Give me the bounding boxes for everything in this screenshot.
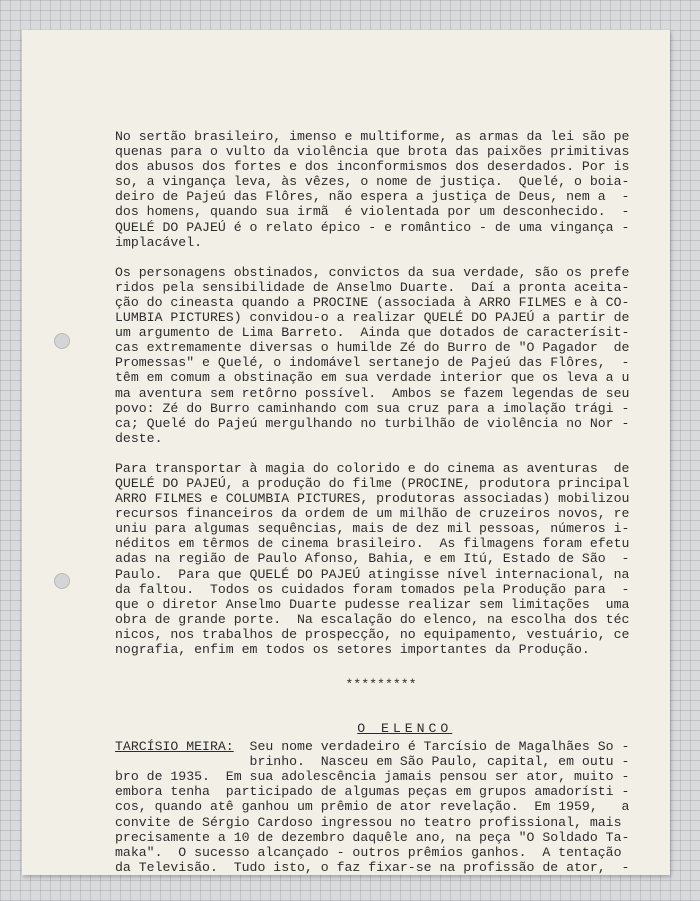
- cast-heading: [115, 706, 647, 737]
- text-line: Os personagens obstinados, convictos da sua verdade, são os prefe: [115, 264, 630, 280]
- paragraph-1: [115, 129, 647, 250]
- binder-hole-bottom: [54, 573, 70, 589]
- text-line: adas na região de Paulo Afonso, Bahia, e em Itú, Estado de São -: [115, 551, 630, 567]
- text-line: ARRO FILMES e COLUMBIA PICTURES, produtoras associadas) mobilizou: [115, 491, 630, 507]
- cast-first-line-text: Seu nome verdadeiro é Tarcísio de Magalhães So -: [233, 739, 630, 755]
- cast-member-name: TARCÍSIO MEIRA:: [115, 739, 234, 755]
- text-line: QUELÉ DO PAJEÚ é o relato épico - e romântico - de uma vingança -: [115, 219, 630, 235]
- binder-hole-top: [54, 333, 70, 349]
- text-line: ma aventura sem retôrno possível. Ambos se fazem legendas de seu: [115, 385, 630, 401]
- text-line: embora tenha participado de algumas peças em grupos amadorísti -: [115, 784, 630, 800]
- text-line: têm em comum a obstinação em sua verdade interior que os leva a u: [115, 370, 630, 386]
- paragraph-3: [115, 461, 647, 657]
- text-line: Paulo. Para que QUELÉ DO PAJEÚ atingisse nível internacional, na: [115, 566, 630, 582]
- text-line: bro de 1935. Em sua adolescência jamais pensou ser ator, muito -: [115, 769, 630, 785]
- text-line: nografia, enfim em todos os setores importantes da Produção.: [115, 642, 590, 657]
- text-line: dos homens, quando sua irmã é violentada por um desconhecido. -: [115, 204, 630, 220]
- text-line: ção do cineasta quando a PROCINE (associada à ARRO FILMES e à CO-: [115, 294, 630, 310]
- text-line: QUELÉ DO PAJEÚ, a produção do filme (PROCINE, produtora principal: [115, 475, 630, 491]
- text-line: No sertão brasileiro, imenso e multiforme, as armas da lei são pe: [115, 129, 630, 144]
- paragraph-2: [115, 265, 647, 446]
- text-line: cos, quando atê ganhou um prêmio de ator revelação. Em 1959, a: [115, 799, 630, 815]
- cast-heading-text: O ELENCO: [357, 721, 453, 737]
- text-line: convite de Sérgio Cardoso ingressou no teatro profissional, mais: [115, 814, 622, 830]
- page-content: [115, 129, 647, 875]
- text-line: precisamente a 10 de dezembro daquêle ano, na peça "O Soldado Ta-: [115, 829, 630, 845]
- text-line: que o diretor Anselmo Duarte pudesse realizar sem limitações uma: [115, 596, 630, 612]
- text-line: deiro de Pajeú das Flôres, não espera a justiça de Deus, nem a -: [115, 189, 630, 205]
- typewritten-page: [22, 30, 670, 875]
- text-line: ca; Quelé do Pajeú mergulhando no turbilhão de violência no Nor -: [115, 415, 630, 431]
- text-line: ridos pela sensibilidade de Anselmo Duarte. Daí a pronta aceita-: [115, 279, 630, 295]
- cast-entry: [115, 739, 647, 875]
- text-line: Para transportar à magia do colorido e do cinema as aventuras de: [115, 460, 630, 476]
- text-line: LUMBIA PICTURES) convidou-o a realizar QUELÉ DO PAJEÚ a partir de: [115, 310, 630, 326]
- cast-first-line: [115, 739, 647, 754]
- text-line: Promessas" e Quelé, o indomável sertanejo de Pajeú das Flôres, -: [115, 355, 630, 371]
- text-line: nicos, nos trabalhos de prospecção, no equipamento, vestuário, ce: [115, 626, 630, 642]
- text-line: da Televisão. Tudo isto, o faz fixar-se na profissão de ator, -: [115, 859, 630, 875]
- text-line: povo: Zé do Burro caminhando com sua cruz para a imolação trági -: [115, 400, 630, 416]
- section-separator: *********: [345, 677, 417, 693]
- text-line: obra de grande porte. Na escalação do elenco, na escolha dos téc: [115, 611, 630, 627]
- text-line: dos abusos dos fortes e dos inconformismos dos deserdados. Por is: [115, 159, 630, 175]
- text-line: brinho. Nasceu em São Paulo, capital, em outu -: [115, 754, 630, 770]
- text-line: cas extremamente diversas o humilde Zé do Burro de "O Pagador de: [115, 340, 630, 356]
- text-line: uniu para algumas sequências, mais de dez mil pessoas, números i-: [115, 521, 630, 537]
- text-line: maka". O sucesso alcançado - outros prêmios ganhos. A tentação: [115, 844, 622, 860]
- text-line: néditos em têrmos de cinema brasileiro. As filmagens foram efetu: [115, 536, 630, 552]
- text-line: recursos financeiros da ordem de um milhão de cruzeiros novos, re: [115, 506, 630, 522]
- text-line: um argumento de Lima Barreto. Ainda que dotados de caracterísit-: [115, 325, 630, 341]
- text-line: quenas para o vulto da violência que brota das paixões primitivas: [115, 144, 630, 160]
- text-line: deste.: [115, 430, 163, 446]
- text-line: da faltou. Todos os cuidados foram tomados pela Produção para -: [115, 581, 630, 597]
- text-line: implacável.: [115, 234, 203, 250]
- text-line: so, a vingança leva, às vêzes, o nome de justiça. Quelé, o boia-: [115, 174, 630, 190]
